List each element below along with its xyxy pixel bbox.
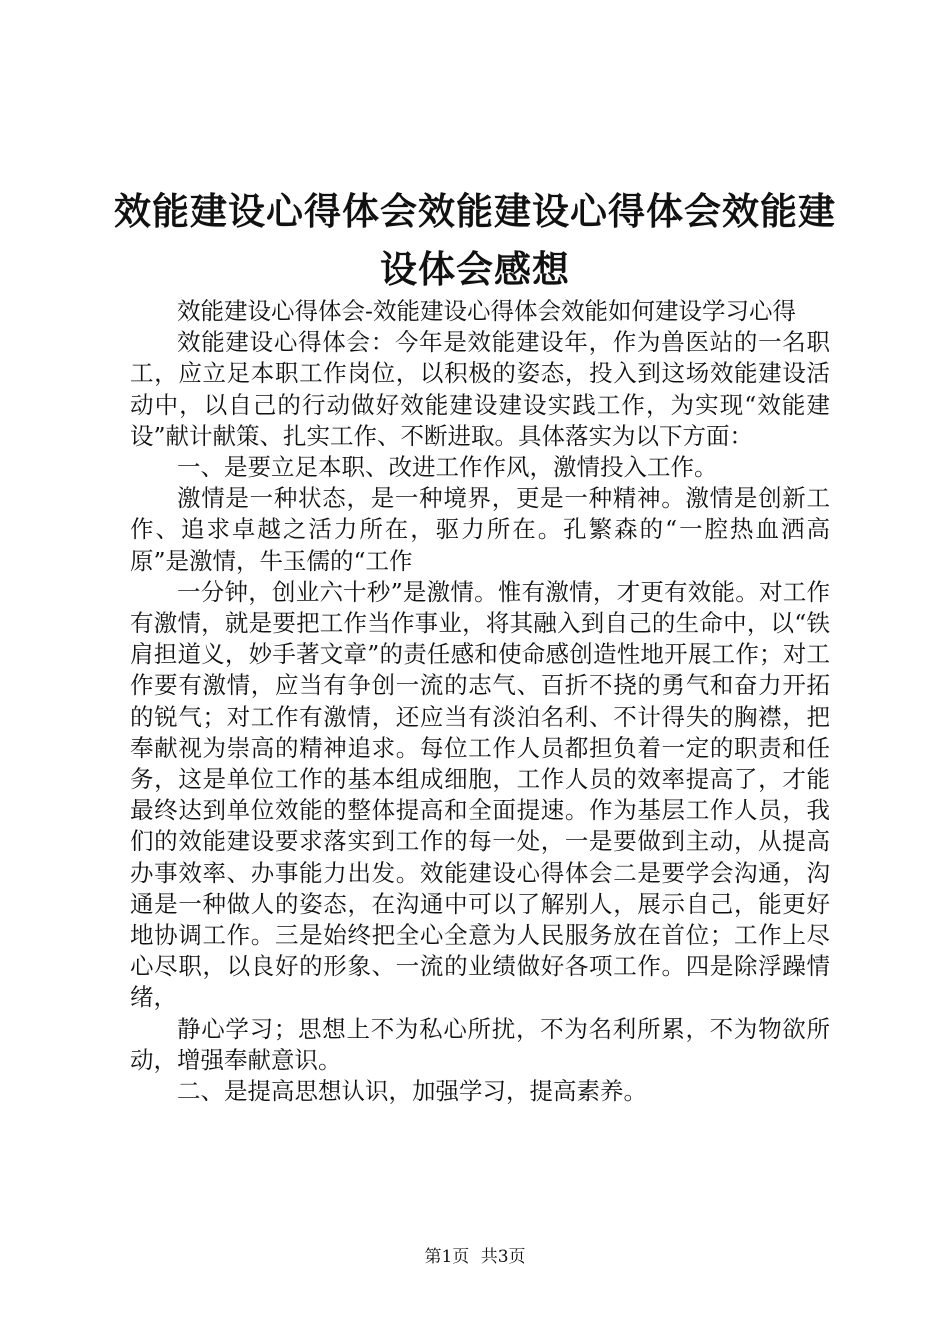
document-title: 效能建设心得体会效能建设心得体会效能建设体会感想 — [114, 189, 836, 291]
paragraph: 静心学习；思想上不为私心所扰，不为名利所累，不为物欲所动，增强奉献意识。 — [130, 1014, 830, 1074]
paragraph: 效能建设心得体会：今年是效能建设年，作为兽医站的一名职工，应立足本职工作岗位，以积极的姿态，投入到这场效能建设活动中，以自己的行动做好效能建设建设实践工作，为实现“效能建设”献计献策、扎实工作、不断进取。具体落实为以下方面： — [130, 328, 830, 450]
paragraph: 二、是提高思想认识，加强学习，提高素养。 — [177, 1077, 647, 1106]
paragraph: 一分钟，创业六十秒”是激情。惟有激情，才更有效能。对工作有激情，就是要把工作当作事业，将其融入到自己的生命中，以“铁肩担道义，妙手著文章”的责任感和使命感创造性地开展工作；对工作要有激情，应当有争创一流的志气、百折不挠的勇气和奋力开拓的锐气；对工作有激情，还应当有淡泊名利、不计得失的胸襟，把奉献视为崇高的精神追求。每位工作人员都担负着一定的职责和任务，这是单位工作的基本组成细胞，工作人员的效率提高了，才能最终达到单位效能的整体提高和全面提速。作为基层工作人员，我们的效能建设要求落实到工作的每一处，一是要做到主动，从提高办事效率、办事能力出发。效能建设心得体会二是要学会沟通，沟通是一种做人的姿态，在沟通中可以了解别人，展示自己，能更好地协调工作。三是始终把全心全意为人民服务放在首位；工作上尽心尽职，以良好的形象、一流的业绩做好各项工作。四是除浮躁情绪， — [130, 577, 830, 1012]
paragraph: 一、是要立足本职、改进工作作风，激情投入工作。 — [177, 453, 718, 482]
page-footer — [0, 1242, 950, 1267]
document-body — [130, 296, 830, 1107]
paragraph: 激情是一种状态，是一种境界，更是一种精神。激情是创新工作、追求卓越之活力所在，驱力所在。孔繁森的“一腔热血洒高原”是激情，牛玉儒的“工作 — [130, 484, 830, 575]
page-number: 第1页 — [424, 1247, 470, 1267]
page-total: 共3页 — [480, 1247, 526, 1267]
paragraph: 效能建设心得体会-效能建设心得体会效能如何建设学习心得 — [177, 297, 796, 325]
